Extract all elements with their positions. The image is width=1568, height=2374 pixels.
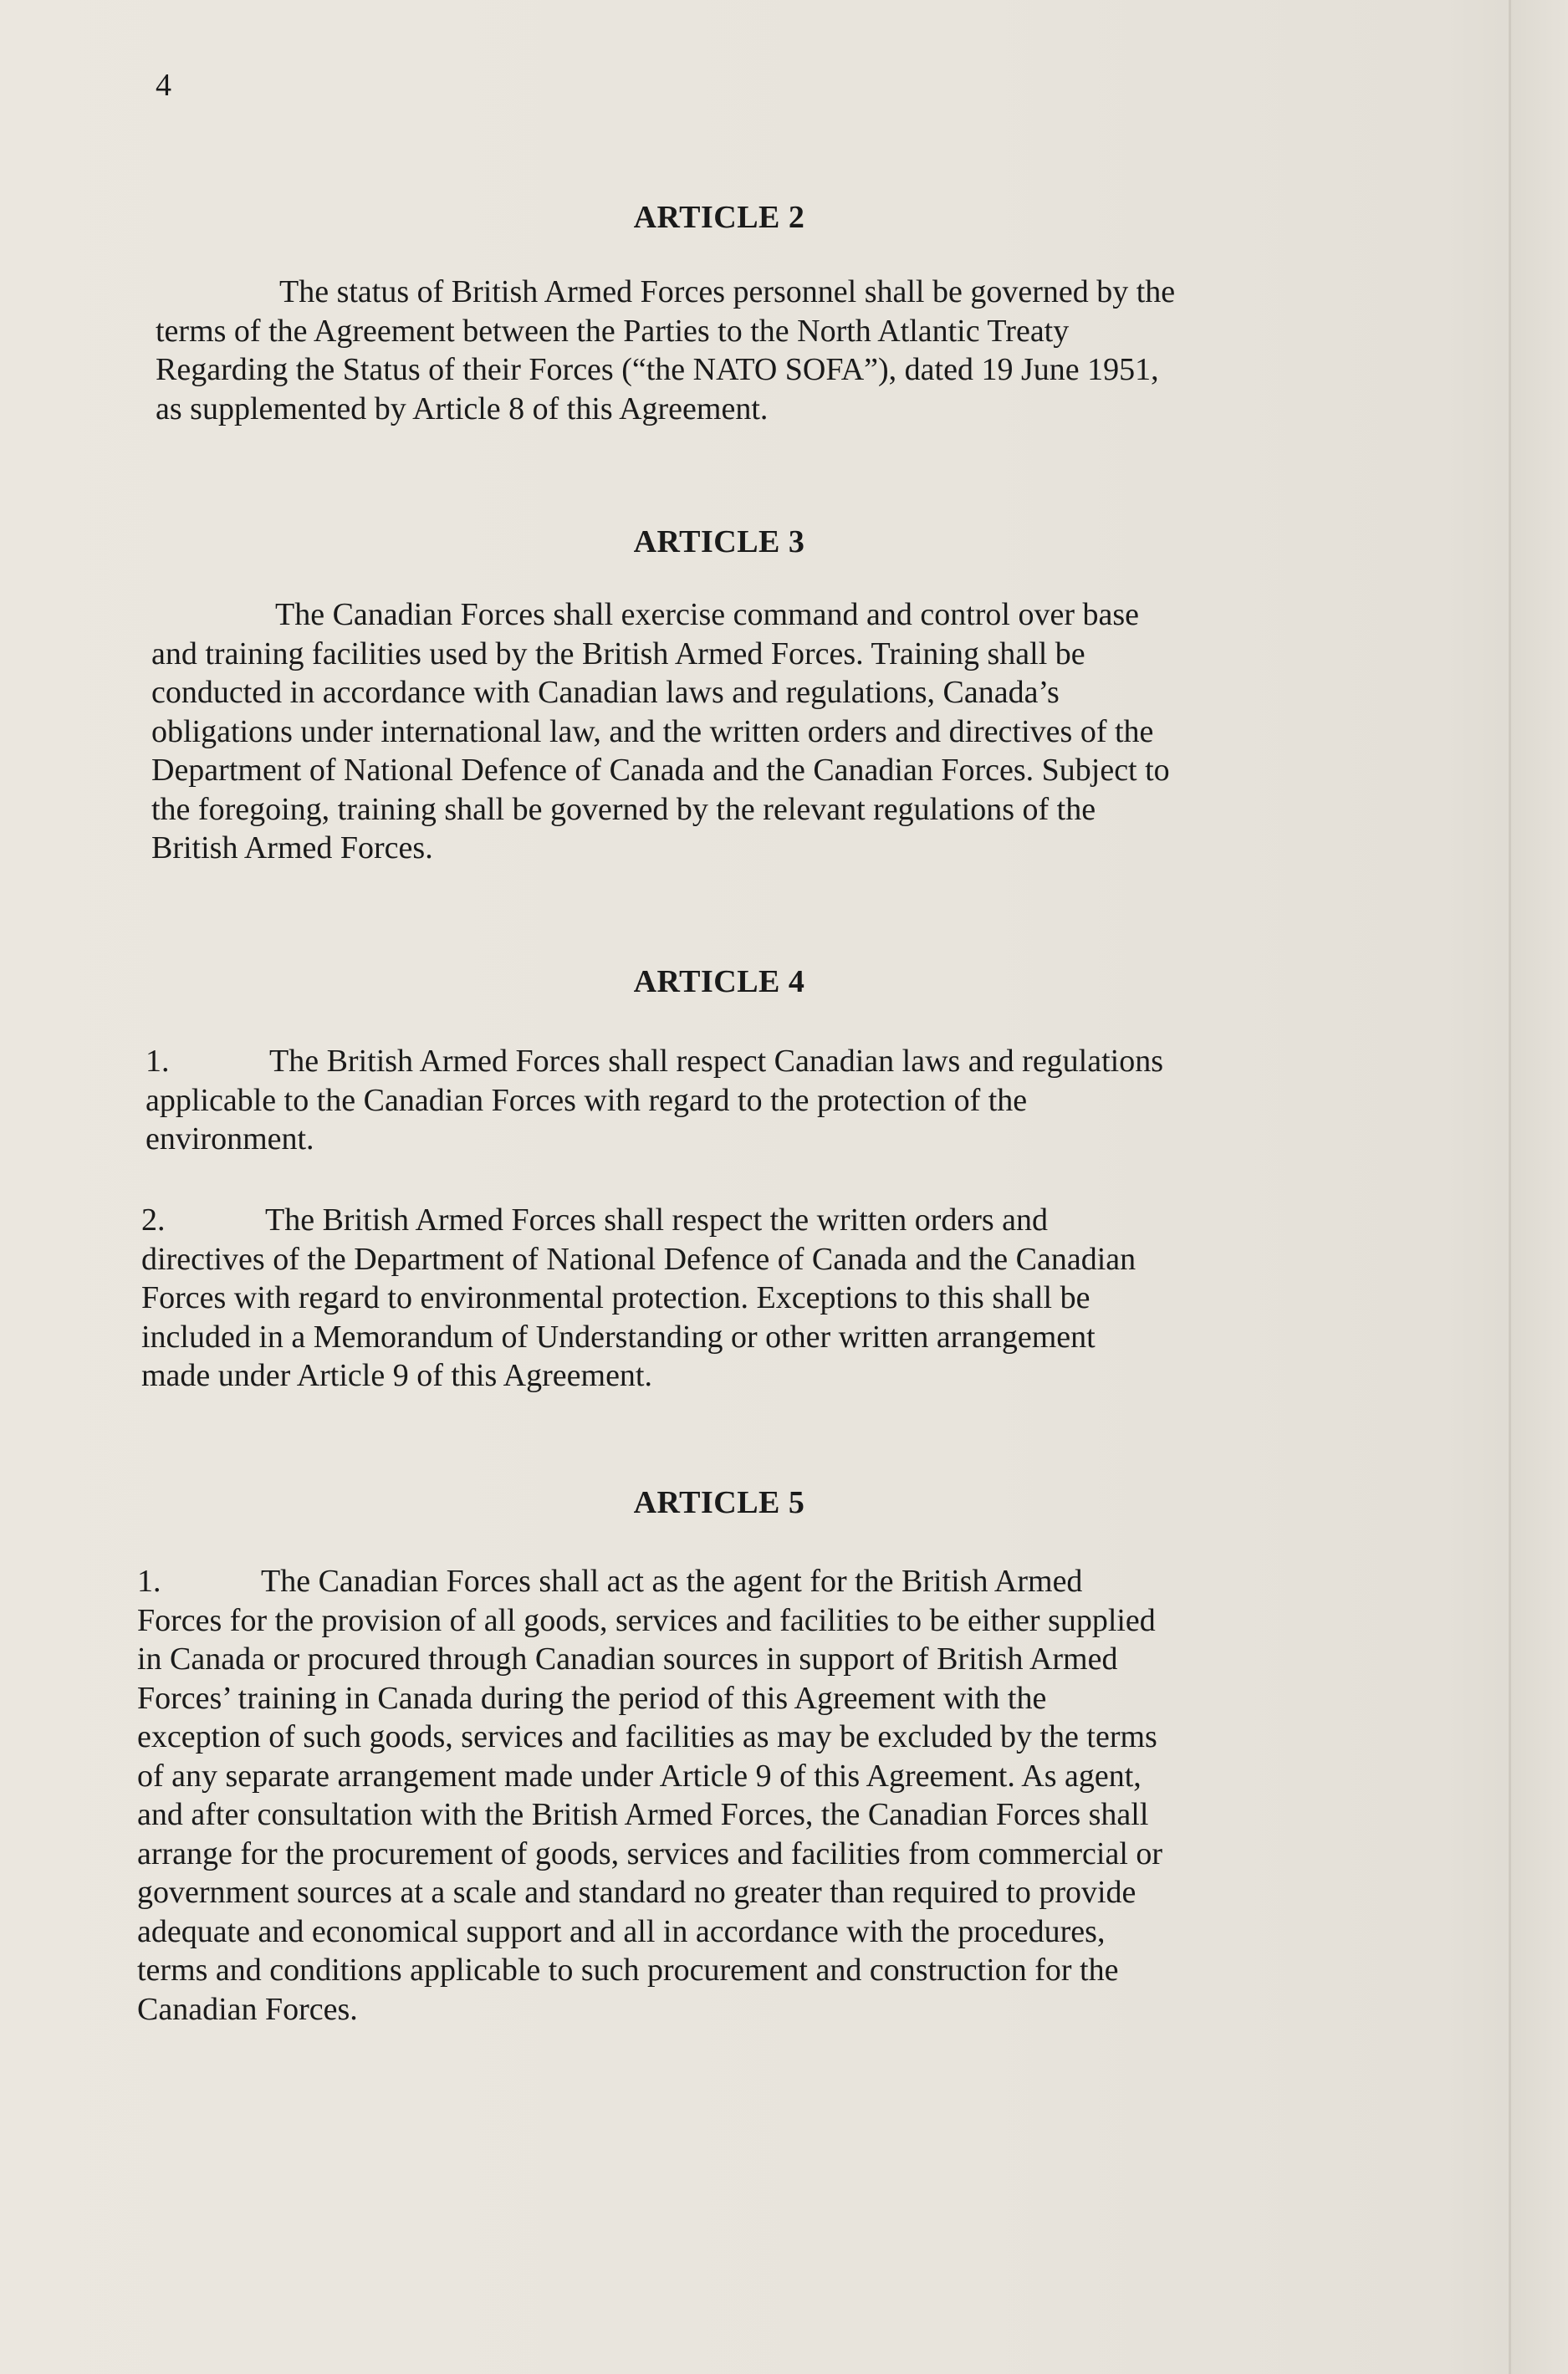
article-5-p1-line: Forces for the provision of all goods, services and facilities to be either supplied <box>137 1602 1156 1638</box>
article-2-text <box>156 273 1175 428</box>
article-4-heading: ARTICLE 4 <box>633 964 805 999</box>
article-5-p1-line: exception of such goods, services and facilities as may be excluded by the terms <box>137 1719 1157 1754</box>
page-number: 4 <box>156 68 171 103</box>
article-5-p1-line: adequate and economical support and all in accordance with the procedures, <box>137 1913 1106 1949</box>
article-3-line: British Armed Forces. <box>151 830 433 865</box>
article-5-p1-line: terms and conditions applicable to such procurement and construction for the <box>137 1953 1119 1988</box>
article-4-p2-line: Forces with regard to environmental protection. Exceptions to this shall be <box>141 1280 1090 1315</box>
article-2-line: as supplemented by Article 8 of this Agreement. <box>156 391 769 426</box>
article-3-text <box>151 595 1170 868</box>
article-3-heading: ARTICLE 3 <box>633 524 805 559</box>
article-4-p2-line: included in a Memorandum of Understanding or other written arrangement <box>141 1319 1096 1355</box>
article-5-p1-line: Forces’ training in Canada during the period of this Agreement with the <box>137 1680 1047 1716</box>
paragraph-number: 2. <box>141 1202 166 1238</box>
article-5-p1-line: Canadian Forces. <box>137 1991 358 2027</box>
article-3-line: the foregoing, training shall be governed by the relevant regulations of the <box>151 791 1096 827</box>
article-3-line: conducted in accordance with Canadian laws and regulations, Canada’s <box>151 675 1060 710</box>
article-5-paragraph-1 <box>137 1562 1162 2029</box>
article-5-p1-line: of any separate arrangement made under Article 9 of this Agreement. As agent, <box>137 1758 1142 1794</box>
paragraph-number: 1. <box>137 1564 161 1599</box>
article-3-line: obligations under international law, and the written orders and directives of the <box>151 713 1154 749</box>
article-4-p2-line: directives of the Department of National Defence of Canada and the Canadian <box>141 1241 1136 1277</box>
article-3-line: and training facilities used by the British Armed Forces. Training shall be <box>151 636 1085 671</box>
article-2-heading: ARTICLE 2 <box>633 200 805 235</box>
article-2-line: The status of British Armed Forces personnel shall be governed by the <box>279 274 1176 309</box>
article-5-p1-line: and after consultation with the British Armed Forces, the Canadian Forces shall <box>137 1797 1149 1832</box>
article-4-paragraph-2 <box>141 1201 1136 1396</box>
article-2-line: Regarding the Status of their Forces (“the NATO SOFA”), dated 19 June 1951, <box>156 352 1159 387</box>
article-5-heading: ARTICLE 5 <box>633 1485 805 1520</box>
article-2-line: terms of the Agreement between the Parties to the North Atlantic Treaty <box>156 313 1070 349</box>
page-edge-shadow <box>1511 0 1568 2374</box>
article-3-line: Department of National Defence of Canada and the Canadian Forces. Subject to <box>151 753 1170 788</box>
article-4-p1-line: The British Armed Forces shall respect Canadian laws and regulations <box>269 1044 1164 1079</box>
article-5-p1-line: arrange for the procurement of goods, services and facilities from commercial or <box>137 1835 1163 1871</box>
article-4-p2-line: made under Article 9 of this Agreement. <box>141 1358 652 1393</box>
article-4-p1-line: applicable to the Canadian Forces with regard to the protection of the <box>146 1082 1028 1118</box>
article-3-line: The Canadian Forces shall exercise command and control over base <box>275 597 1140 632</box>
article-4-p2-line: The British Armed Forces shall respect the written orders and <box>265 1202 1049 1238</box>
article-4-paragraph-1 <box>146 1042 1163 1159</box>
article-5-p1-line: government sources at a scale and standard no greater than required to provide <box>137 1875 1136 1910</box>
article-5-p1-line: in Canada or procured through Canadian sources in support of British Armed <box>137 1641 1118 1677</box>
page-edge <box>1509 0 1511 2374</box>
paragraph-number: 1. <box>146 1044 170 1079</box>
article-5-p1-line: The Canadian Forces shall act as the agent for the British Armed <box>261 1564 1083 1599</box>
article-4-p1-line: environment. <box>146 1121 314 1156</box>
